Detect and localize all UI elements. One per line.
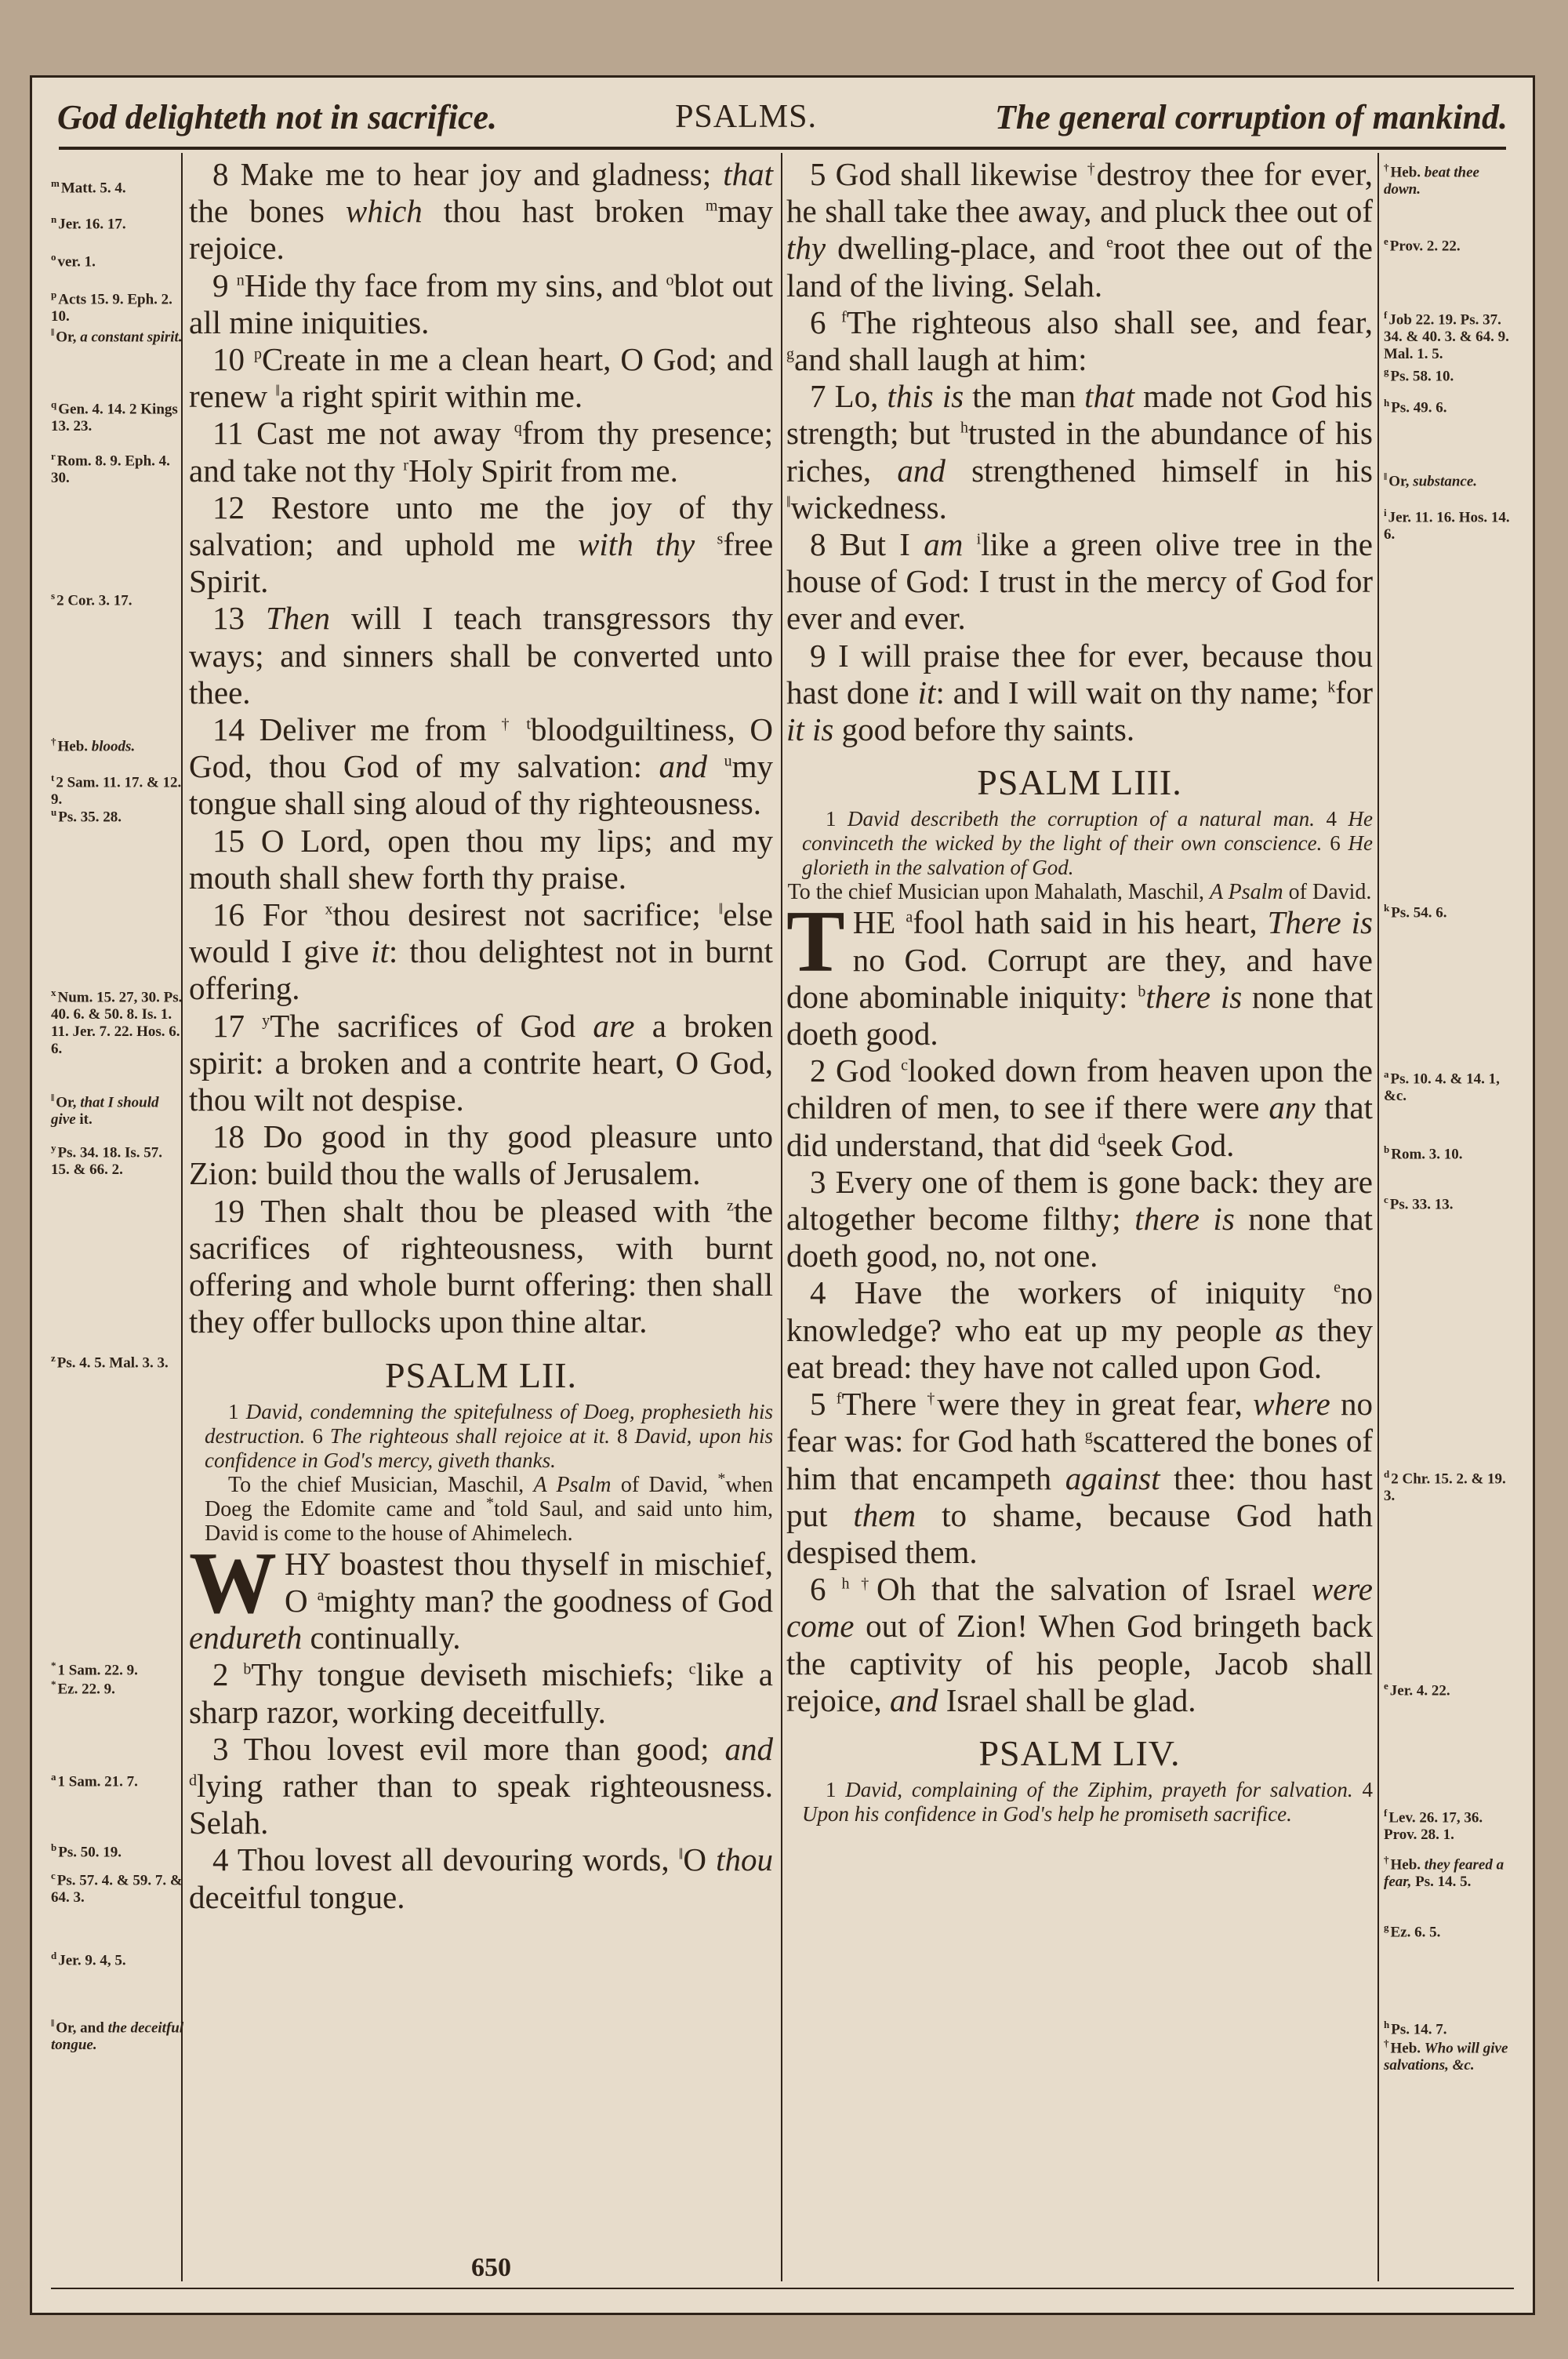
cross-reference-note: $^m$ Matt. 5. 4. (51, 177, 126, 197)
verse: 9 I will praise thee for ever, because thou hast done it: and I will wait on thy name; $^k$for it is good before thy saints. (786, 637, 1373, 748)
column-rule-center (781, 153, 782, 2281)
psalm-54-summary: 1 David, complaining of the Ziphim, prayeth for salvation. 4 Upon his confidence in God's help he promiseth sacrifice. (802, 1778, 1373, 1826)
cross-reference-note: ‖ Or, substance. (1384, 471, 1478, 490)
cross-reference-note: $^p$ Acts 15. 9. Eph. 2. 10. (51, 289, 172, 325)
running-head-right: The general corruption of mankind. (995, 97, 1508, 136)
psalm-51-verses (189, 156, 773, 1341)
verse: 17 $^y$The sacrifices of God are a broken spirit: a broken and a contrite heart, O God, thou wilt not despise. (189, 1007, 773, 1118)
psalm-52-title: PSALM LII. (384, 1354, 578, 1395)
cross-reference-note: $^u$ Ps. 35. 28. (51, 806, 122, 826)
verse: 7 Lo, this is the man that made not God his strength; but $^h$trusted in the abundance of his riches, and strengthened himself in his ‖wickedness. (786, 378, 1373, 525)
cross-reference-note: † Heb. bloods. (51, 736, 136, 755)
cross-reference-note: ‖ Or, and the deceitful tongue. (51, 2017, 184, 2054)
running-head (57, 92, 1508, 142)
text-column-2 (786, 156, 1373, 1826)
verse: 11 Cast me not away $^q$from thy presence; and take not thy $^r$Holy Spirit from me. (189, 415, 773, 489)
verse-number: 11 (212, 415, 244, 452)
footer-rule (51, 2288, 1514, 2289)
verse-number: 5 (810, 1386, 826, 1423)
header-rule (59, 147, 1506, 150)
running-head-left: God delighteth not in sacrifice. (57, 97, 497, 136)
psalm-53-superscription: To the chief Musician upon Mahalath, Maschil, A Psalm of David. (787, 880, 1372, 905)
bible-page (30, 75, 1535, 2315)
verse: 6 $^{h \dagger}$Oh that the salvation of Israel were come out of Zion! When God bringeth back the captivity of his people, Jacob shall rejoice, and Israel shall be glad. (786, 1571, 1374, 1718)
cross-reference-note: $^k$ Ps. 54. 6. (1384, 902, 1447, 921)
cross-reference-note: † Heb. they feared a fear, Ps. 14. 5. (1384, 1854, 1504, 1891)
column-rule-right (1377, 153, 1379, 2281)
cross-reference-note: $^d$ Jer. 9. 4, 5. (51, 1950, 126, 1969)
cross-reference-note: * Ez. 22. 9. (51, 1678, 115, 1698)
cross-reference-note: $^r$ Rom. 8. 9. Eph. 4. 30. (51, 450, 170, 487)
cross-reference-note: $^g$ Ez. 6. 5. (1384, 1921, 1441, 1941)
verse-number: 7 (810, 378, 826, 415)
psalm-53-summary: 1 David describeth the corruption of a natural man. 4 He convinceth the wicked by the light of their own conscience. 6 He glorieth in the salvation of God. (802, 807, 1374, 880)
cross-reference-note: $^q$ Gen. 4. 14. 2 Kings 13. 23. (51, 398, 178, 435)
verse: 3 Every one of them is gone back: they are altogether become filthy; there is none that doeth good, no, not one. (786, 1163, 1373, 1274)
verse-number: 18 (212, 1118, 245, 1155)
verse-number: 8 (810, 526, 826, 563)
verse-number: 6 (810, 304, 826, 340)
cross-reference-note: † Heb. beat thee down. (1384, 162, 1479, 198)
cross-reference-note: * 1 Sam. 22. 9. (51, 1659, 138, 1679)
verse: 8 Make me to hear joy and gladness; that the bones which thou hast broken $^m$may rejoice. (189, 156, 773, 267)
psalm-52-summary: 1 David, condemning the spitefulness of Doeg, prophesieth his destruction. 6 The righteous shall rejoice at it. 8 David, upon his confidence in God's mercy, giveth thanks. (205, 1399, 773, 1472)
verse: 6 $^f$The righteous also shall see, and fear, $^g$and shall laugh at him: (786, 304, 1374, 378)
verse-number: 13 (212, 600, 245, 637)
text-column-1 (189, 156, 773, 1916)
verse-number: 9 (212, 267, 229, 304)
cross-reference-note: $^g$ Ps. 58. 10. (1384, 365, 1454, 385)
cross-reference-note: $^b$ Ps. 50. 19. (51, 1841, 122, 1861)
cross-reference-note: $^d$ 2 Chr. 15. 2. & 19. 3. (1384, 1468, 1506, 1505)
cross-reference-note: $^x$ Num. 15. 27, 30. Ps. 40. 6. & 50. 8. Is. 1. 11. Jer. 7. 22. Hos. 6. 6. (51, 987, 183, 1058)
cross-reference-note: † Heb. Who will give salvations, &c. (1384, 2037, 1508, 2074)
verse-number: 4 (810, 1274, 826, 1311)
cross-reference-note: $^e$ Jer. 4. 22. (1384, 1680, 1450, 1699)
verse: 18 Do good in thy good pleasure unto Zion: build thou the walls of Jerusalem. (189, 1118, 773, 1192)
verse: 15 O Lord, open thou my lips; and my mouth shall shew forth thy praise. (189, 822, 773, 896)
cross-reference-note: $^i$ Jer. 11. 16. Hos. 14. 6. (1384, 507, 1510, 543)
cross-reference-note: $^h$ Ps. 14. 7. (1384, 2019, 1447, 2038)
verse: 16 For $^x$thou desirest not sacrifice; ‖else would I give it: thou delightest not in burnt offering. (189, 896, 773, 1007)
psalm-53-title: PSALM LIII. (977, 762, 1182, 803)
verse: 14 Deliver me from $^{\dagger t}$bloodguiltiness, O God, thou God of my salvation: and $^u$my tongue shall sing aloud of thy righteousness. (189, 711, 773, 822)
cross-reference-note: $^f$ Lev. 26. 17, 36. Prov. 28. 1. (1384, 1807, 1483, 1844)
psalm-53-verses (786, 1052, 1373, 1719)
verse-number: 9 (810, 637, 826, 674)
verse: 2 God $^c$looked down from heaven upon the children of men, to see if there were any that did understand, that did $^d$seek God. (786, 1052, 1374, 1163)
cross-reference-note: $^o$ ver. 1. (51, 251, 96, 271)
verse-number: 10 (212, 341, 245, 378)
verse: 4 Have the workers of iniquity $^e$no knowledge? who eat up my people as they eat bread: they have not called upon God. (786, 1274, 1373, 1385)
psalm-52-verse-1: WHY boastest thou thyself in mischief, O $^a$mighty man? the goodness of God endureth continually. (189, 1534, 774, 1656)
verse-number: 2 (810, 1052, 826, 1089)
verse: 19 Then shalt thou be pleased with $^z$the sacrifices of righteousness, with burnt offering and whole burnt offering: then shall they offer bullocks upon thine altar. (189, 1192, 773, 1340)
verse: 9 $^n$Hide thy face from my sins, and $^o$blot out all mine iniquities. (189, 267, 773, 340)
psalm-52-superscription: To the chief Musician, Maschil, A Psalm of David, *when Doeg the Edomite came and *told Saul, and said unto him, David is come to the house of Ahimelech. (205, 1470, 773, 1546)
cross-reference-note: $^c$ Ps. 57. 4. & 59. 7. & 64. 3. (51, 1870, 183, 1906)
cross-reference-note: $^s$ 2 Cor. 3. 17. (51, 590, 132, 609)
cross-reference-note: $^a$ Ps. 10. 4. & 14. 1, &c. (1384, 1068, 1500, 1105)
verse-number: 5 (810, 156, 826, 192)
verse-number: 3 (810, 1163, 826, 1200)
psalm-54-title: PSALM LIV. (978, 1732, 1181, 1773)
cross-reference-note: ‖ Or, that I should give it. (51, 1092, 159, 1129)
verse: 8 But I am $^i$like a green olive tree in the house of God: I trust in the mercy of God for ever and ever. (786, 526, 1373, 637)
verse-number: 2 (212, 1656, 229, 1693)
cross-reference-note: $^n$ Jer. 16. 17. (51, 213, 126, 233)
verse-number: 12 (212, 489, 245, 525)
verse-number: 3 (212, 1730, 229, 1767)
verse: 4 Thou lovest all devouring words, ‖O thou deceitful tongue. (189, 1841, 774, 1915)
verse: 3 Thou lovest evil more than good; and $^d$lying rather than to speak righteousness. Selah. (189, 1730, 773, 1841)
cross-reference-note: $^b$ Rom. 3. 10. (1384, 1143, 1463, 1163)
cross-reference-note: $^z$ Ps. 4. 5. Mal. 3. 3. (51, 1352, 169, 1372)
left-margin-references (51, 153, 184, 2281)
verse: 5 God shall likewise †destroy thee for ever, he shall take thee away, and pluck thee out of thy dwelling-place, and $^e$root thee out of the land of the living. Selah. (786, 156, 1373, 304)
psalm-52-verses-cont (786, 156, 1373, 748)
cross-reference-note: $^h$ Ps. 49. 6. (1384, 397, 1447, 416)
page-number: 650 (471, 2253, 511, 2282)
column-rule-left (181, 153, 183, 2281)
verse-number: 6 (810, 1571, 826, 1608)
cross-reference-note: $^e$ Prov. 2. 22. (1384, 235, 1461, 255)
verse-number: 14 (212, 711, 245, 748)
verse: 10 $^p$Create in me a clean heart, O God; and renew ‖a right spirit within me. (189, 341, 773, 415)
cross-reference-note: $^c$ Ps. 33. 13. (1384, 1194, 1454, 1213)
psalm-52-verses (189, 1656, 773, 1915)
verse: 5 $^f$There †were they in great fear, where no fear was: for God hath $^g$scattered the bones of him that encampeth against thee: thou hast put them to shame, because God hath despised them. (786, 1386, 1374, 1570)
cross-reference-note: $^y$ Ps. 34. 18. Is. 57. 15. & 66. 2. (51, 1142, 163, 1179)
cross-reference-note: ‖ Or, a constant spirit. (51, 326, 183, 346)
verse-number: 16 (212, 896, 245, 933)
verse: 13 Then will I teach transgressors thy ways; and sinners shall be converted unto thee. (189, 600, 773, 711)
cross-reference-note: $^t$ 2 Sam. 11. 17. & 12. 9. (51, 772, 182, 809)
verse: 2 $^b$Thy tongue deviseth mischiefs; $^c$like a sharp razor, working deceitfully. (189, 1656, 774, 1730)
drop-cap: W (189, 1534, 277, 1632)
verse-number: 8 (212, 156, 229, 192)
right-margin-references (1384, 153, 1517, 2281)
running-head-book: PSALMS. (675, 99, 817, 135)
drop-cap: T (786, 893, 845, 991)
verse-number: 4 (212, 1841, 229, 1878)
cross-reference-note: $^a$ 1 Sam. 21. 7. (51, 1771, 138, 1790)
psalm-53-verse-1: THE $^a$fool hath said in his heart, There is no God. Corrupt are they, and have done abominable iniquity: $^b$there is none that doeth good. (786, 893, 1374, 1052)
cross-reference-note: $^f$ Job 22. 19. Ps. 37. 34. & 40. 3. & 64. 9. Mal. 1. 5. (1384, 309, 1509, 363)
verse-number: 15 (212, 822, 245, 859)
verse-number: 17 (212, 1007, 245, 1044)
verse: 12 Restore unto me the joy of thy salvation; and uphold me with thy $^s$free Spirit. (189, 489, 774, 600)
verse-number: 19 (212, 1192, 245, 1229)
